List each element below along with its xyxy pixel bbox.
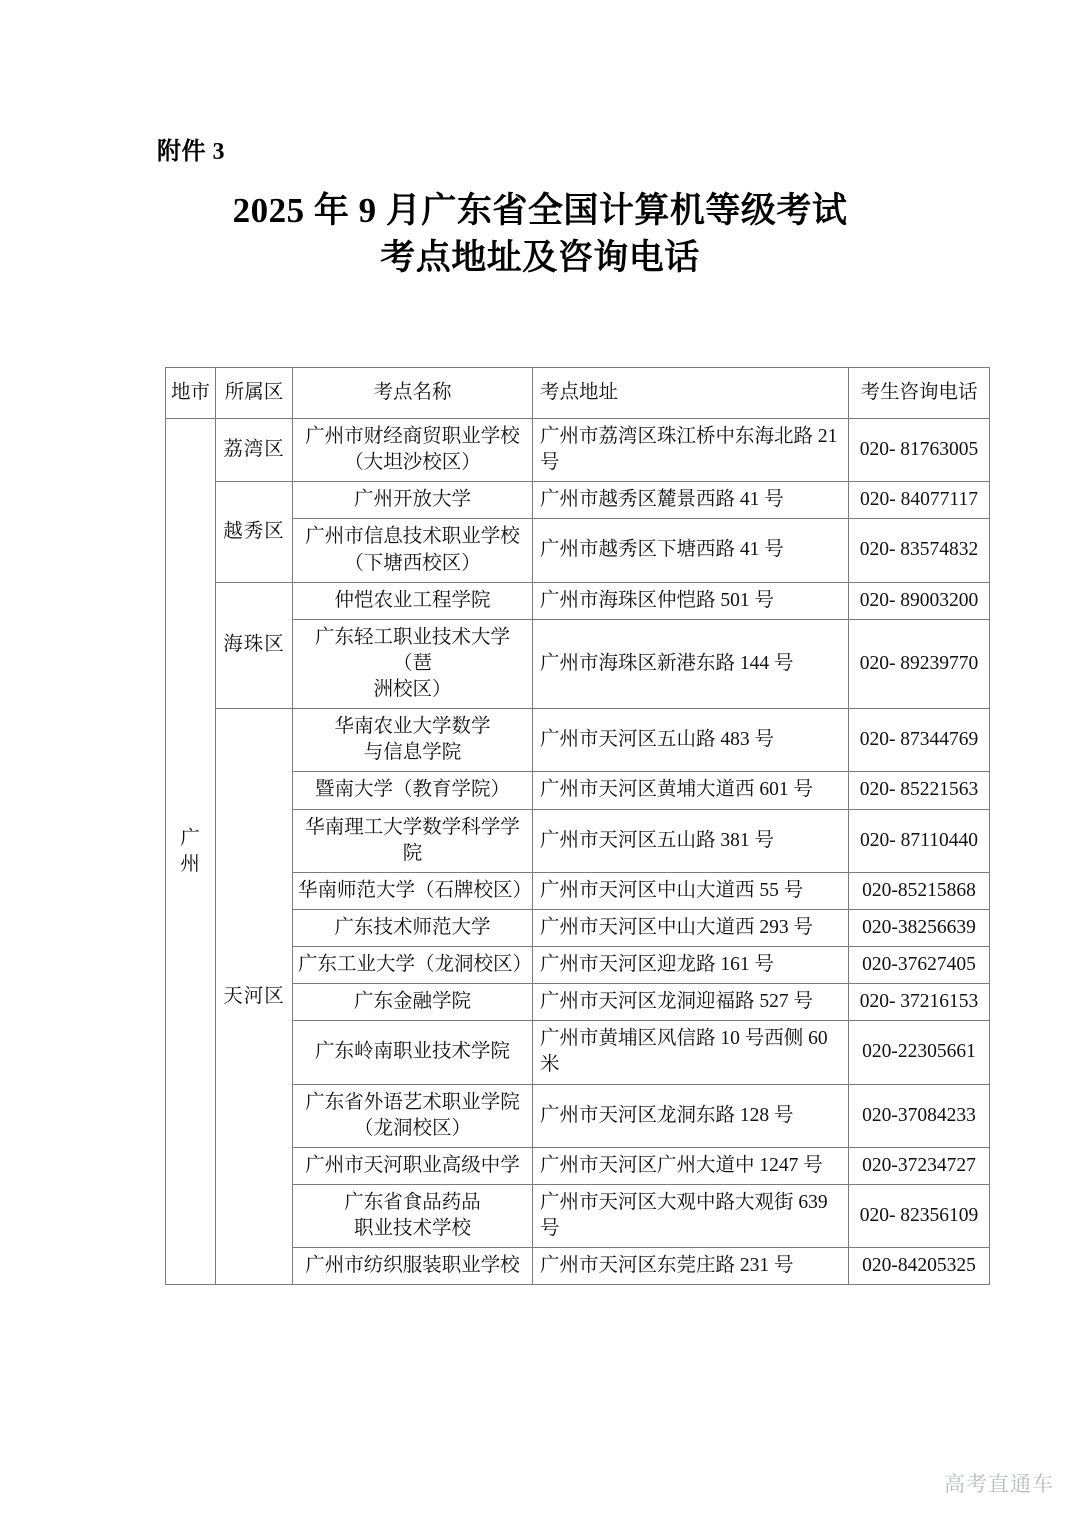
venue-name-line: 广东轻工职业技术大学（琶 [314,626,510,674]
column-header-phone: 考生咨询电话 [849,368,990,419]
cell-venue-address: 广州市天河区东莞庄路 231 号 [533,1248,849,1285]
venue-name-line: 华南农业大学数学 [334,716,491,738]
cell-venue-name [293,909,533,946]
venue-name-line: 广州市天河职业高级中学 [305,1154,520,1176]
cell-phone: 020- 87344769 [849,709,990,772]
cell-venue-address: 广州市越秀区下塘西路 41 号 [533,519,849,582]
venue-name-line: 广东金融学院 [353,991,471,1013]
venue-name-line: 暨南大学（教育学院） [314,779,510,801]
cell-phone: 020- 84077117 [849,482,990,519]
cell-district: 荔湾区 [216,419,293,482]
cell-venue-name [293,1021,533,1084]
column-header-city: 地市 [166,368,216,419]
venue-name-line: 广东岭南职业技术学院 [314,1041,510,1063]
cell-venue-address: 广州市天河区龙洞迎福路 527 号 [533,984,849,1021]
venue-name-line: 华南师范大学（石牌校区） [298,879,533,901]
exam-venue-table-container [165,367,989,1285]
venue-name-line: （大坦沙校区） [344,452,481,474]
cell-venue-name [293,1147,533,1184]
cell-venue-name [293,984,533,1021]
venue-name-line: 洲校区） [373,679,452,700]
cell-venue-name [293,1248,533,1285]
cell-venue-name [293,772,533,809]
venue-name-line: 仲恺农业工程学院 [334,589,491,611]
venue-name-line: （下塘西校区） [344,552,481,574]
cell-phone: 020-38256639 [849,909,990,946]
cell-venue-address: 广州市天河区迎龙路 161 号 [533,947,849,984]
venue-name-line: 广州开放大学 [353,489,471,511]
cell-phone: 020-85215868 [849,872,990,909]
table-header-row [166,368,990,419]
cell-venue-name [293,519,533,582]
venue-name-line: 华南理工大学数学科学学院 [305,816,520,864]
venue-name-line: 广州市纺织服装职业学校 [305,1255,520,1277]
venue-name-line: 广东技术师范大学 [334,916,491,938]
cell-venue-address: 广州市天河区中山大道西 55 号 [533,872,849,909]
cell-venue-address: 广州市天河区黄埔大道西 601 号 [533,772,849,809]
cell-venue-address: 广州市天河区龙洞东路 128 号 [533,1084,849,1147]
cell-city: 广州 [166,419,216,1285]
table-row [166,482,990,519]
venue-name-line: 广东省食品药品 [344,1191,481,1213]
cell-phone: 020- 83574832 [849,519,990,582]
cell-venue-name [293,1084,533,1147]
venue-name-line: 广州市财经商贸职业学校 [305,426,520,447]
venue-name-line: （龙洞校区） [353,1117,471,1139]
venue-name-line: 广东省外语艺术职业学院 [305,1091,520,1113]
cell-phone: 020- 85221563 [849,772,990,809]
cell-venue-name [293,419,533,482]
column-header-venue-address: 考点地址 [533,368,849,419]
table-body [166,419,990,1285]
cell-phone: 020- 81763005 [849,419,990,482]
cell-venue-address: 广州市天河区大观中路大观街 639 号 [533,1184,849,1247]
cell-venue-address: 广州市天河区广州大道中 1247 号 [533,1147,849,1184]
page-title [0,187,1080,282]
cell-venue-address: 广州市天河区五山路 381 号 [533,809,849,872]
cell-venue-name [293,482,533,519]
cell-venue-name [293,619,533,708]
table-row [166,582,990,619]
cell-phone: 020-37234727 [849,1147,990,1184]
cell-venue-name [293,1184,533,1247]
column-header-district: 所属区 [216,368,293,419]
cell-venue-name [293,709,533,772]
cell-venue-address: 广州市越秀区麓景西路 41 号 [533,482,849,519]
cell-phone: 020- 89239770 [849,619,990,708]
table-header [166,368,990,419]
watermark: 高考直通车 [944,1472,1054,1496]
page-title-line-2: 考点地址及咨询电话 [380,238,700,278]
cell-venue-address: 广州市天河区五山路 483 号 [533,709,849,772]
attachment-label: 附件 3 [157,139,225,165]
cell-venue-address: 广州市海珠区新港东路 144 号 [533,619,849,708]
page-title-line-1: 2025 年 9 月广东省全国计算机等级考试 [232,191,848,230]
cell-phone: 020- 37216153 [849,984,990,1021]
cell-venue-address: 广州市海珠区仲恺路 501 号 [533,582,849,619]
exam-venue-table [165,367,990,1285]
cell-phone: 020-22305661 [849,1021,990,1084]
cell-phone: 020- 87110440 [849,809,990,872]
cell-venue-address: 广州市黄埔区风信路 10 号西侧 60 米 [533,1021,849,1084]
cell-district: 天河区 [216,709,293,1285]
cell-venue-address: 广州市荔湾区珠江桥中东海北路 21 号 [533,419,849,482]
cell-venue-address: 广州市天河区中山大道西 293 号 [533,909,849,946]
cell-phone: 020-37084233 [849,1084,990,1147]
venue-name-line: 广东工业大学（龙洞校区） [298,954,533,975]
cell-phone: 020- 82356109 [849,1184,990,1247]
venue-name-line: 与信息学院 [363,742,462,764]
column-header-venue-name: 考点名称 [293,368,533,419]
cell-district: 越秀区 [216,482,293,582]
cell-district: 海珠区 [216,582,293,709]
cell-phone: 020-37627405 [849,947,990,984]
cell-phone: 020-84205325 [849,1248,990,1285]
table-row [166,709,990,772]
venue-name-line: 职业技术学校 [353,1218,471,1239]
venue-name-line: 广州市信息技术职业学校 [305,526,520,548]
table-row [166,419,990,482]
cell-phone: 020- 89003200 [849,582,990,619]
cell-venue-name [293,582,533,619]
cell-venue-name [293,809,533,872]
cell-venue-name [293,872,533,909]
cell-venue-name [293,947,533,984]
